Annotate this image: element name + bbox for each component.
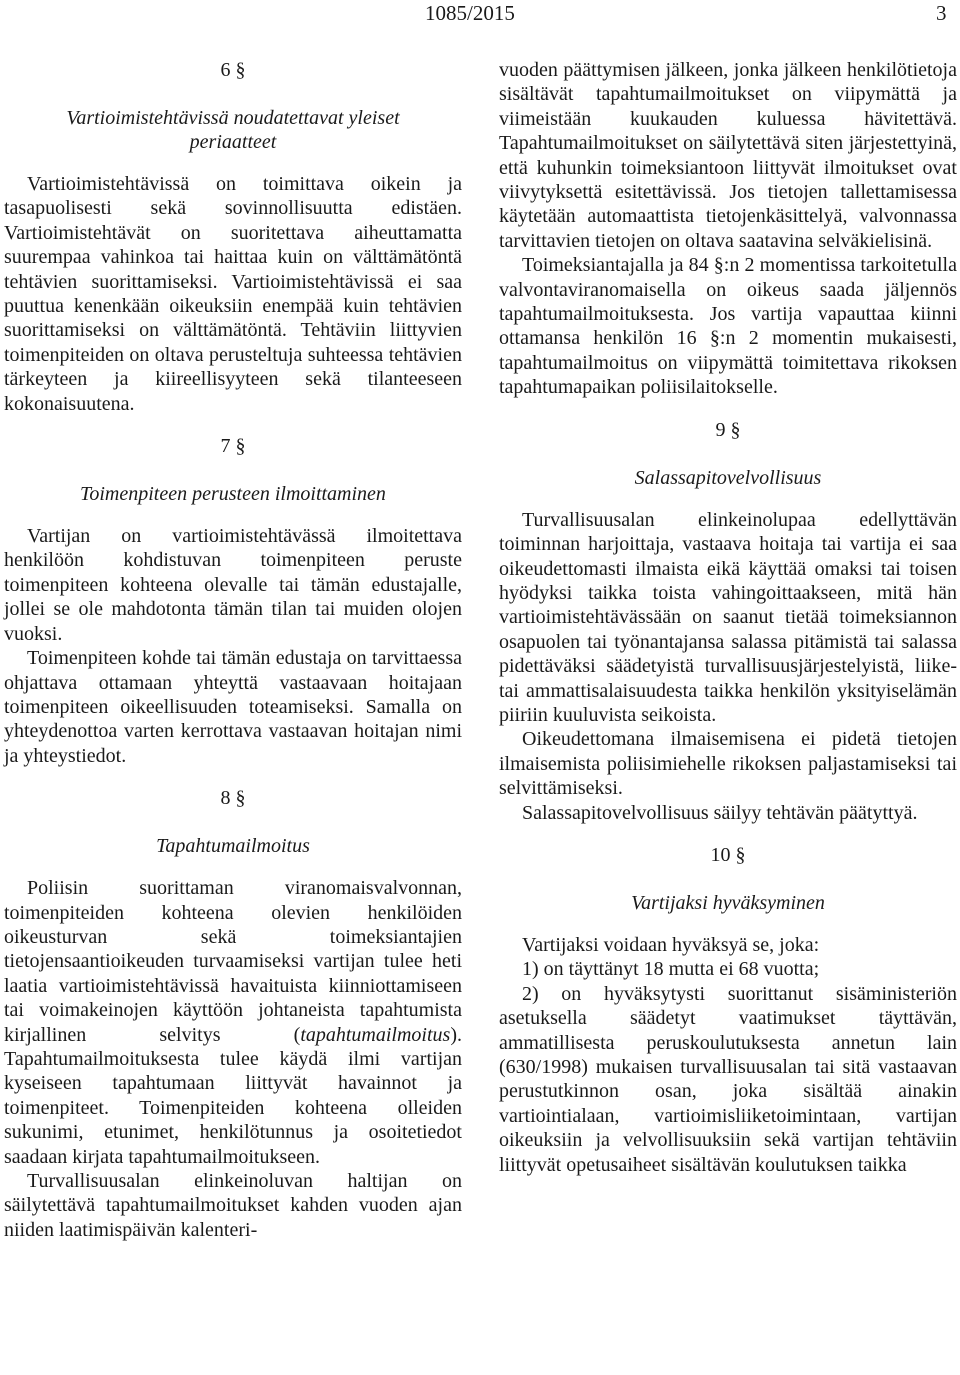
section-7-paragraph-1: Vartijan on vartioimistehtävässä ilmoitettava henkilöön kohdistuvan toimenpiteen peruste toimenpiteen kohteena olevalle tai tämän edustajalle, jollei se ole mahdotonta tämän tilan tai muiden olojen vuoksi. — [4, 525, 462, 645]
section-6-paragraph-1: Vartioimistehtävissä on toimittava oikein ja tasapuolisesti sekä sovinnollisuutta edistäen. Vartioimistehtävät on suoritettava aiheuttamatta suurempaa vahinkoa tai haittaa kuin on välttämätöntä tehtävien suorittamiseksi. Vartioimistehtävissä ei saa puuttua kenenkään oikeuksiin enempää kuin tehtävien suorittamiseksi on välttämätöntä. Tehtäviin liittyvien toimenpiteiden on oltava perusteltuja suhteessa tehtävien tärkeyteen ja kiireellisyyteen sekä tilanteeseen kokonaisuutena. — [4, 173, 462, 415]
section-6-number: 6 § — [220, 59, 246, 81]
section-9-paragraph-3: Salassapitovelvollisuus säilyy tehtävän päätyttyä. — [522, 801, 918, 824]
section-7-title: Toimenpiteen perusteen ilmoittaminen — [80, 483, 386, 506]
section-7-paragraph-2: Toimenpiteen kohde tai tämän edustaja on tarvittaessa ohjattava ottamaan yhteyttä vastaavaan hoitajaan toimenpiteen oikeellisuuden toteamiseksi. Samalla on yhteydenottoa varten kerrottava vastaavan hoitajan nimi ja yhteystiedot. — [4, 647, 462, 767]
section-7-number: 7 § — [220, 435, 246, 458]
section-8-paragraph-1 — [4, 876, 462, 1169]
section-10-intro: Vartijaksi voidaan hyväksyä se, joka: — [522, 933, 820, 956]
section-8-number: 8 § — [220, 787, 246, 810]
section-10-title: Vartijaksi hyväksyminen — [631, 891, 825, 914]
section-8-p1-term: tapahtumailmoitus — [300, 1023, 451, 1046]
section-8-paragraph-2: Turvallisuusalan elinkeinoluvan haltijan on säilytettävä tapahtumailmoitukset kahden vuoden ajan niiden laatimispäivän kalenteri- — [4, 1170, 462, 1241]
left-column — [4, 58, 462, 1242]
section-8-p1-part-a: Poliisin suorittaman viranomaisvalvonnan, toimenpiteiden kohteena olevien henkilöiden oikeusturvan sekä toimeksiantajien tietojensaantioikeuden turvaamiseksi vartijan tulee heti laatia vartioimistehtävissä havaituista kiinniottamiseen tai voimakeinojen käyttöön johtaneista tapahtumista kirjallinen selvitys ( — [4, 877, 462, 1046]
section-10-item-2: 2) on hyväksytysti suorittanut sisäministeriön asetuksella säädetyt vaatimukset täyttävän, ammatillisesta peruskoulutuksesta annetun lain (630/1998) mukaisen turvallisuusalan tai sitä vastaavan perustutkinnon osan, joka sisältää ainakin vartiointialaan, vartioimisliiketoimintaan, vartijan oikeuksiin ja velvollisuuksiin sekä vartijan tehtäviin liittyvät opetusaiheet sisältävän koulutuksen taikka — [499, 982, 957, 1176]
section-10-number: 10 § — [710, 843, 746, 866]
section-8-paragraph-2-continued: vuoden päättymisen jälkeen, jonka jälkeen henkilötietoja sisältävät tapahtumailmoitukset on viipymättä ja viimeistään kuukauden kuluessa hävitettävä. Tapahtumailmoitukset on säilytettävä siten järjestettyinä, että kuhunkin toimeksiantoon liittyvät ilmoitukset ovat viivytyksettä esitettävissä. Jos tietojen tallettamisessa käytetään automaattista tietojenkäsittelyä, valvonnassa tarvittavien tietojen on oltava saatavina selväkielisinä. — [499, 59, 957, 252]
section-10-item-1: 1) on täyttänyt 18 mutta ei 68 vuotta; — [522, 958, 820, 981]
section-8-paragraph-3: Toimeksiantajalla ja 84 §:n 2 momentissa tarkoitetulla valvontaviranomaisella on oikeus saada jäljennös tapahtumailmoituksesta. Jos vartija vapauttaa kiinni ottamansa henkilön 16 §:n 2 momentin mukaisesti, tapahtumailmoitus on viipymättä toimitettava rikoksen tapahtumapaikan poliisilaitokselle. — [499, 254, 957, 399]
section-6-title — [4, 106, 462, 154]
section-6-title-line2: periaatteet — [189, 131, 277, 153]
document-number: 1085/2015 — [425, 1, 515, 25]
section-9-title: Salassapitovelvollisuus — [634, 466, 822, 489]
page-number: 3 — [936, 1, 947, 25]
section-8-title: Tapahtumailmoitus — [156, 835, 310, 858]
section-9-paragraph-1: Turvallisuusalan elinkeinolupaa edellyttävän toiminnan harjoittaja, vastaava hoitaja tai vartija ei saa oikeudettomasti ilmaista eikä käyttää omaksi tai toisen hyödyksi taikka toista vahingoittaakseen, mitä hän vartioimistehtävässään on saanut tietää toimeksiannon osapuolen tai työnantajansa salassa pitämistä tai salassa pidettäväksi säädetyistä turvallisuusjärjestelyistä, liike- tai ammattisalaisuudesta taikka henkilön yksityiselämän piiriin kuuluvista seikoista. — [499, 508, 957, 726]
right-column — [499, 58, 957, 1177]
section-9-number: 9 § — [715, 418, 741, 441]
page-header — [0, 0, 960, 30]
section-9-paragraph-2: Oikeudettomana ilmaisemisena ei pidetä tietojen ilmaisemista poliisimiehelle rikoksen paljastamiseksi tai selvittämiseksi. — [499, 728, 957, 800]
section-8-p1-part-b: ). Tapahtumailmoituksesta tulee käydä ilmi vartijan kyseiseen tapahtumaan liittyvät havainnot ja toimenpiteet. Toimenpiteiden kohteena olleiden sukunimi, etunimet, henkilötunnus ja osoitetiedot saadaan kirjata tapahtumailmoitukseen. — [4, 1023, 462, 1168]
section-6-title-line1: Vartioimistehtävissä noudatettavat yleiset — [66, 107, 400, 129]
